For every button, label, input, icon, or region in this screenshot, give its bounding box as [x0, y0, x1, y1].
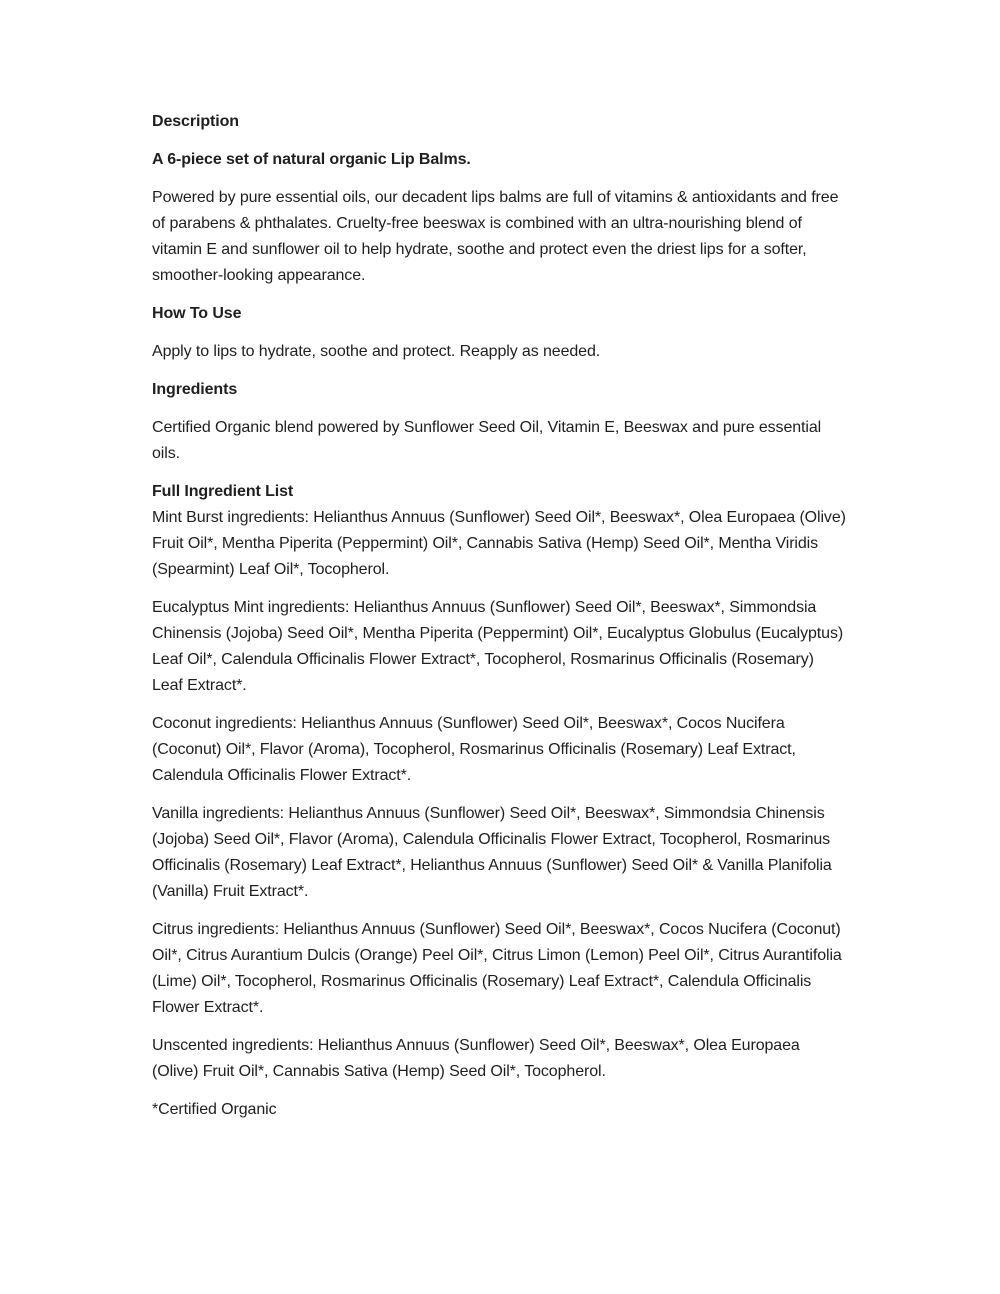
certified-organic-footnote: *Certified Organic — [152, 1101, 277, 1118]
product-description-document — [152, 109, 847, 1123]
coconut-ingredients: Coconut ingredients: Helianthus Annuus (Sunflower) Seed Oil*, Beeswax*, Cocos Nucifera (Coconut) Oil*, Flavor (Aroma), Tocopherol, Rosmarinus Officinalis (Rosemary) Leaf Extract, Calendula Officinalis Flower Extract*. — [152, 715, 796, 784]
description-paragraph: Powered by pure essential oils, our decadent lips balms are full of vitamins & antioxidants and free of parabens & phthalates. Cruelty-free beeswax is combined with an ultra-nourishing blend of vitamin E and sunflower oil to help hydrate, soothe and protect even the driest lips for a softer, smoother-looking appearance. — [152, 189, 839, 284]
ingredients-heading: Ingredients — [152, 381, 238, 398]
product-summary-heading: A 6-piece set of natural organic Lip Balms. — [152, 151, 471, 168]
ingredients-summary-paragraph: Certified Organic blend powered by Sunflower Seed Oil, Vitamin E, Beeswax and pure essential oils. — [152, 419, 822, 462]
vanilla-ingredients: Vanilla ingredients: Helianthus Annuus (Sunflower) Seed Oil*, Beeswax*, Simmondsia Chinensis (Jojoba) Seed Oil*, Flavor (Aroma), Calendula Officinalis Flower Extract, Tocopherol, Rosmarinus Officinalis (Rosemary) Leaf Extract*, Helianthus Annuus (Sunflower) Seed Oil* & Vanilla Planifolia (Vanilla) Fruit Extract*. — [152, 805, 832, 900]
unscented-ingredients: Unscented ingredients: Helianthus Annuus (Sunflower) Seed Oil*, Beeswax*, Olea Europaea (Olive) Fruit Oil*, Cannabis Sativa (Hemp) Seed Oil*, Tocopherol. — [152, 1037, 800, 1080]
how-to-use-heading: How To Use — [152, 305, 242, 322]
citrus-ingredients: Citrus ingredients: Helianthus Annuus (Sunflower) Seed Oil*, Beeswax*, Cocos Nucifera (Coconut) Oil*, Citrus Aurantium Dulcis (Orange) Peel Oil*, Citrus Limon (Lemon) Peel Oil*, Citrus Aurantifolia (Lime) Oil*, Tocopherol, Rosmarinus Officinalis (Rosemary) Leaf Extract*, Calendula Officinalis Flower Extract*. — [152, 921, 842, 1016]
description-heading: Description — [152, 113, 239, 130]
how-to-use-paragraph: Apply to lips to hydrate, soothe and protect. Reapply as needed. — [152, 343, 601, 360]
full-ingredient-list-heading: Full Ingredient List — [152, 483, 294, 500]
eucalyptus-mint-ingredients: Eucalyptus Mint ingredients: Helianthus Annuus (Sunflower) Seed Oil*, Beeswax*, Simmondsia Chinensis (Jojoba) Seed Oil*, Mentha Piperita (Peppermint) Oil*, Eucalyptus Globulus (Eucalyptus) Leaf Oil*, Calendula Officinalis Flower Extract*, Tocopherol, Rosmarinus Officinalis (Rosemary) Leaf Extract*. — [152, 599, 844, 694]
mint-burst-ingredients: Mint Burst ingredients: Helianthus Annuus (Sunflower) Seed Oil*, Beeswax*, Olea Europaea (Olive) Fruit Oil*, Mentha Piperita (Peppermint) Oil*, Cannabis Sativa (Hemp) Seed Oil*, Mentha Viridis (Spearmint) Leaf Oil*, Tocopherol. — [152, 509, 846, 578]
